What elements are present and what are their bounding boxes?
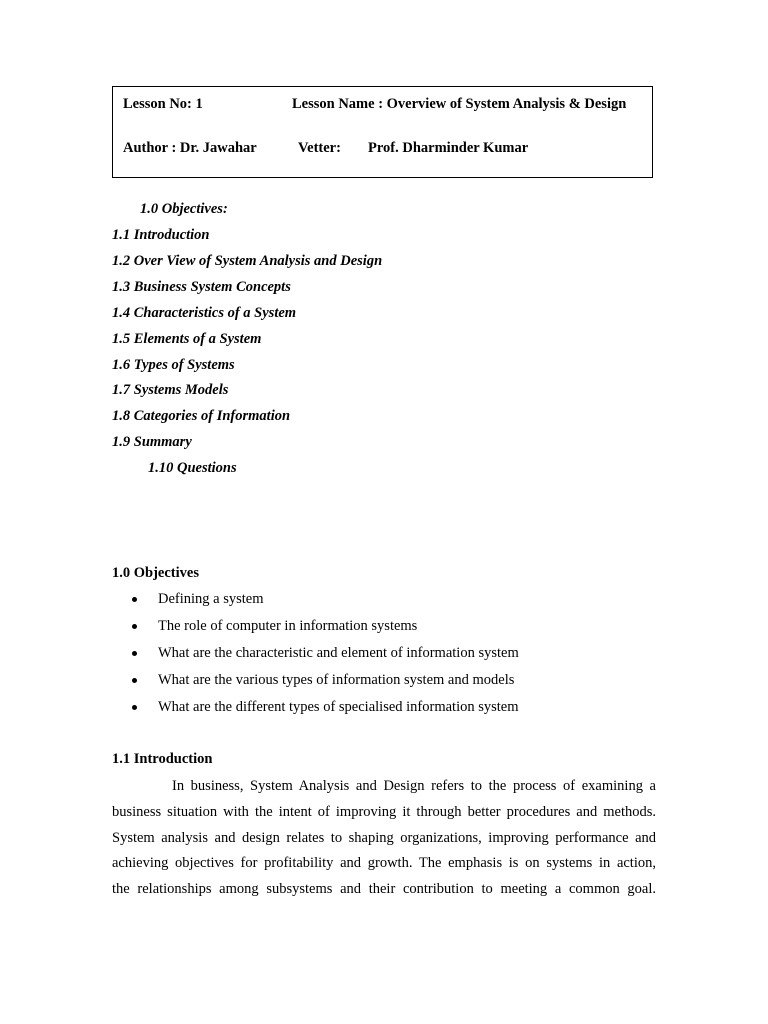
lesson-name: Lesson Name : Overview of System Analysis & Design [292,96,627,112]
toc-item-questions: 1.10 Questions [148,460,237,476]
bullet-icon [132,597,137,602]
vetter-label: Vetter: [298,140,341,156]
list-item: What are the different types of specialised information system [112,697,519,724]
toc-item-types: 1.6 Types of Systems [112,357,235,373]
paragraph-line: achieving objectives for profitability and growth. The emphasis is on systems in action, [112,855,656,872]
lesson-header-box [112,86,653,178]
toc-item-categories: 1.8 Categories of Information [112,408,291,424]
objectives-list [112,589,519,724]
toc-item-models: 1.7 Systems Models [112,382,229,398]
author: Author : Dr. Jawahar [123,140,257,156]
toc-item-business-concepts: 1.3 Business System Concepts [112,279,291,295]
list-item: Defining a system [112,589,519,616]
introduction-paragraph [112,774,656,903]
vetter-name: Prof. Dharminder Kumar [368,140,529,156]
bullet-icon [132,651,137,656]
list-item: The role of computer in information systems [112,616,519,643]
bullet-icon [132,624,137,629]
toc-item-summary: 1.9 Summary [112,434,192,450]
lesson-number: Lesson No: 1 [123,96,203,112]
list-item: What are the various types of information system and models [112,670,519,697]
list-item: What are the characteristic and element of information system [112,643,519,670]
paragraph-line: the relationships among subsystems and their contribution to meeting a common goal. [112,881,656,898]
toc-item-introduction: 1.1 Introduction [112,227,210,243]
toc-item-objectives: 1.0 Objectives: [140,201,228,217]
paragraph-line: business situation with the intent of improving it through better procedures and methods. [112,803,656,820]
objectives-heading: 1.0 Objectives [112,565,199,581]
toc-item-characteristics: 1.4 Characteristics of a System [112,305,297,321]
introduction-heading: 1.1 Introduction [112,751,213,767]
toc-item-overview: 1.2 Over View of System Analysis and Design [112,253,383,269]
paragraph-line: In business, System Analysis and Design refers to the process of examining a [172,778,656,794]
paragraph-line: System analysis and design relates to shaping organizations, improving performance and [112,829,656,846]
toc-item-elements: 1.5 Elements of a System [112,331,262,347]
bullet-icon [132,705,137,710]
bullet-icon [132,678,137,683]
